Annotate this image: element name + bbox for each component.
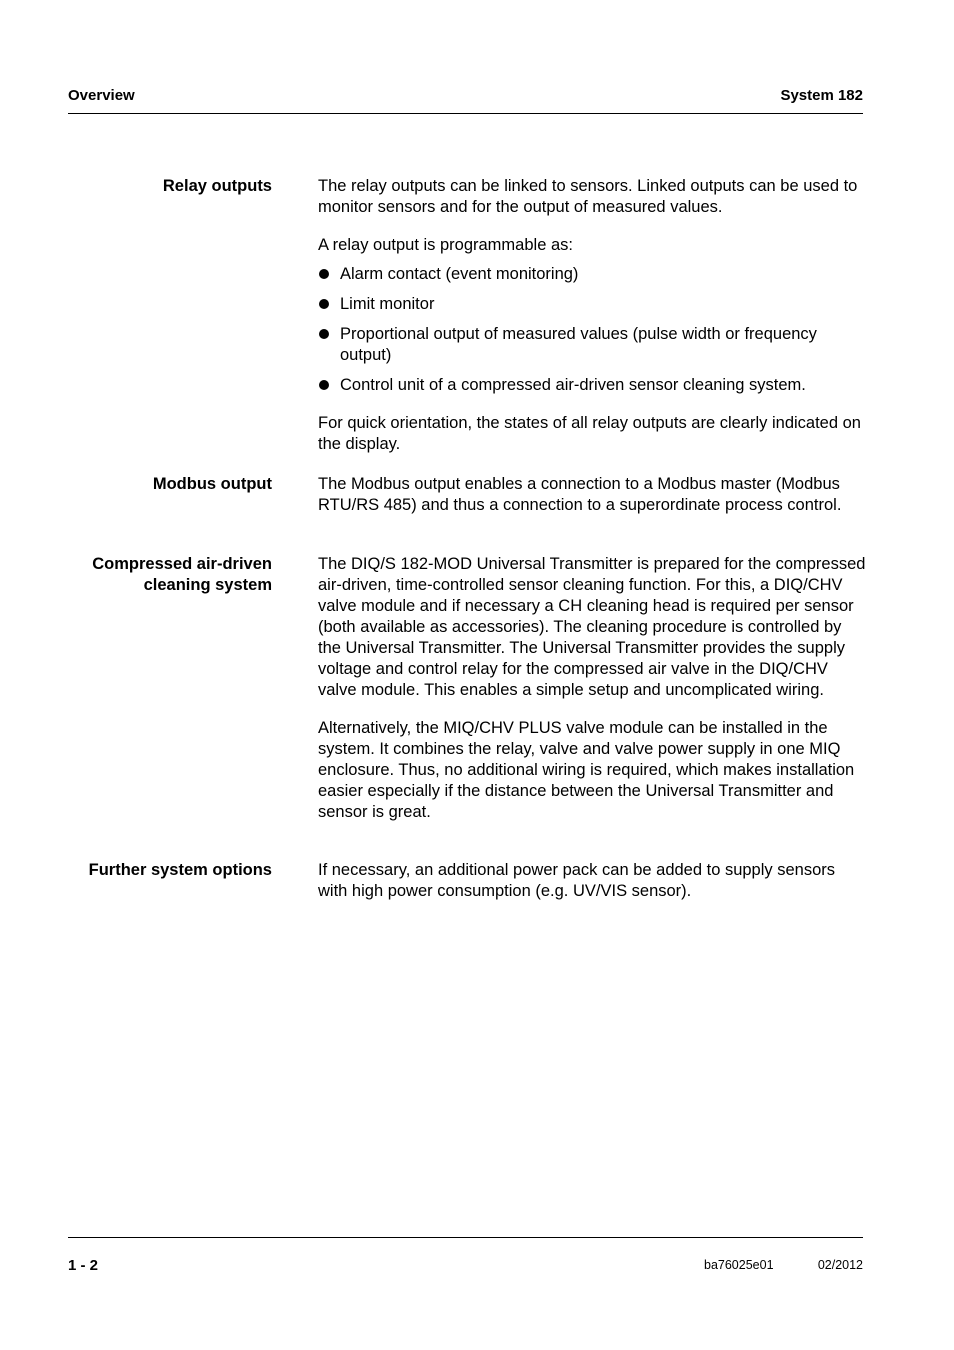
header-chapter-title: Overview (68, 87, 135, 104)
section-heading-line: cleaning system (143, 576, 272, 594)
list-item-text: Control unit of a compressed air-driven sensor cleaning system. (340, 376, 806, 394)
list-item (318, 375, 866, 396)
page-number: 1 - 2 (68, 1257, 99, 1274)
paragraph: If necessary, an additional power pack can be added to supply sensors with high power consumption (e.g. UV/VIS sensor). (318, 861, 836, 900)
document-id: ba76025e01 (704, 1258, 774, 1272)
header-product-title: System 182 (780, 87, 863, 104)
section-heading-line: Compressed air-driven (92, 555, 272, 573)
section-body (318, 176, 866, 455)
list-item (318, 294, 866, 315)
list-item-text: Limit monitor (340, 295, 435, 313)
paragraph: A relay output is programmable as: (318, 236, 573, 254)
list-item (318, 264, 866, 285)
section-heading: Further system options (88, 861, 272, 879)
section-body (318, 554, 866, 823)
bullet-list (318, 264, 866, 396)
paragraph: Alternatively, the MIQ/CHV PLUS valve module can be installed in the system. It combines the relay, valve and valve power supply in one MIQ enclosure. Thus, no additional wiring is required, which makes installation easier especially if the distance between the Universal Transmitter and sensor is great. (318, 719, 855, 821)
bullet-icon (319, 269, 329, 279)
section-body (318, 860, 866, 902)
list-item-text: Proportional output of measured values (pulse width or frequency output) (340, 325, 817, 364)
section-body (318, 474, 866, 516)
section-heading (68, 554, 272, 596)
page-footer (68, 1237, 863, 1274)
paragraph: The relay outputs can be linked to sensors. Linked outputs can be used to monitor sensors and for the output of measured values. (318, 177, 858, 216)
list-item (318, 324, 866, 366)
document-date: 02/2012 (817, 1258, 863, 1272)
list-item-text: Alarm contact (event monitoring) (340, 265, 579, 283)
bullet-icon (319, 299, 329, 309)
section-heading: Modbus output (152, 475, 272, 493)
paragraph: The DIQ/S 182-MOD Universal Transmitter is prepared for the compressed air-driven, time-controlled sensor cleaning function. For this, a DIQ/CHV valve module and if necessary a CH cleaning head is required per sensor (both available as accessories). The cleaning procedure is controlled by the Universal Transmitter. The Universal Transmitter provides the supply voltage and control relay for the compressed air valve in the DIQ/CHV valve module. This enables a simple setup and uncomplicated wiring. (318, 555, 866, 699)
paragraph: For quick orientation, the states of all relay outputs are clearly indicated on the display. (318, 414, 861, 453)
bullet-icon (319, 329, 329, 339)
paragraph: The Modbus output enables a connection to a Modbus master (Modbus RTU/RS 485) and thus a connection to a superordinate process control. (318, 475, 842, 514)
section-heading: Relay outputs (162, 177, 272, 195)
bullet-icon (319, 380, 329, 390)
page-header (68, 87, 863, 114)
